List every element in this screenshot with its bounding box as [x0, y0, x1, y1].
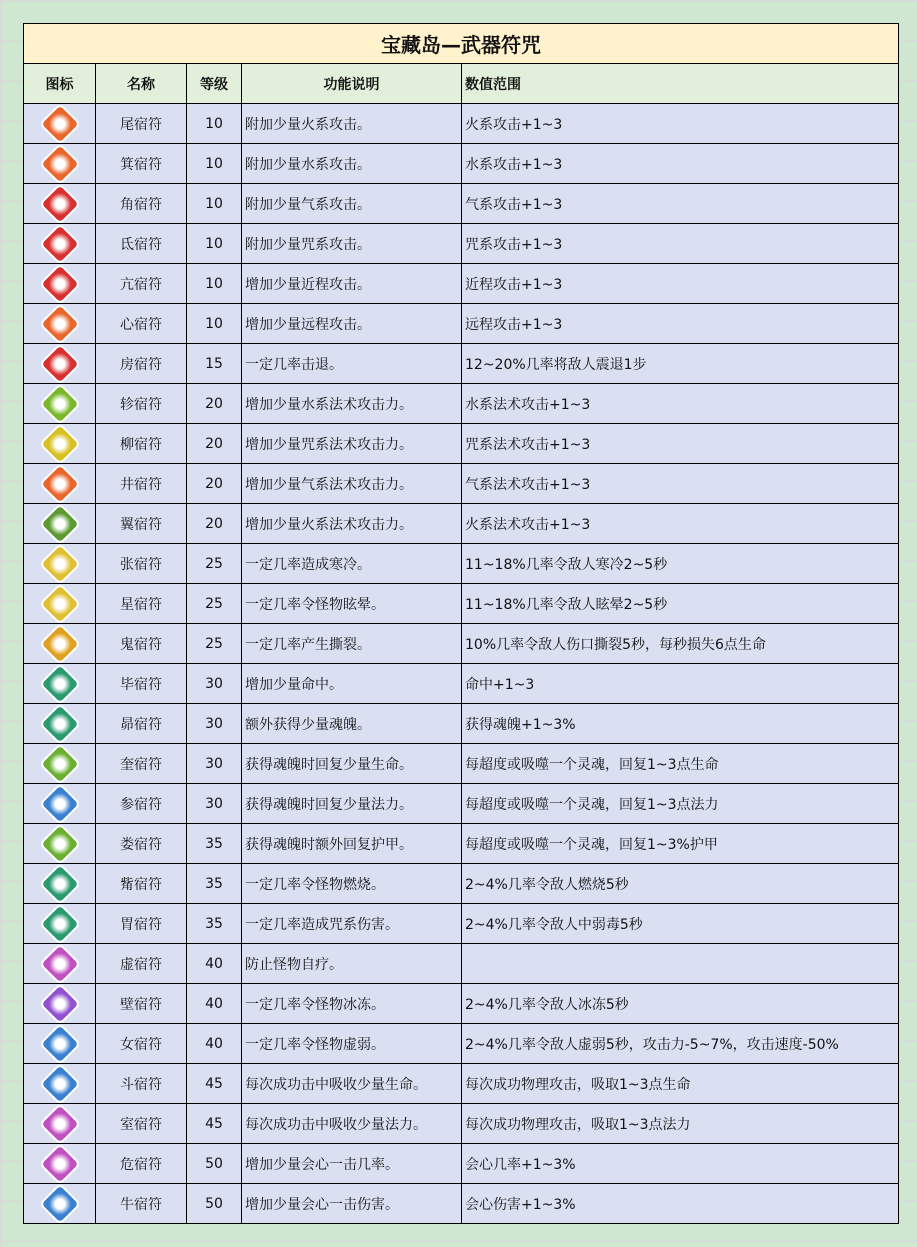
charm-value-range: 命中+1~3 [462, 664, 899, 704]
icon-cell [24, 104, 96, 144]
charm-value-range: 每超度或吸噬一个灵魂，回复1~3%护甲 [462, 824, 899, 864]
charm-icon [41, 985, 78, 1022]
charm-icon [41, 825, 78, 862]
charm-description: 附加少量气系攻击。 [242, 184, 462, 224]
charm-icon [41, 905, 78, 942]
icon-cell [24, 784, 96, 824]
charm-icon [41, 1145, 78, 1182]
icon-cell [24, 1104, 96, 1144]
charm-description: 增加少量会心一击伤害。 [242, 1184, 462, 1224]
charm-name: 危宿符 [96, 1144, 187, 1184]
charm-name: 亢宿符 [96, 264, 187, 304]
charm-icon [41, 585, 78, 622]
charm-value-range: 2~4%几率令敌人中弱毒5秒 [462, 904, 899, 944]
charm-name: 胃宿符 [96, 904, 187, 944]
charm-level: 20 [187, 464, 242, 504]
table-row [24, 784, 899, 824]
charm-name: 娄宿符 [96, 824, 187, 864]
charm-level: 10 [187, 224, 242, 264]
table-title: 宝藏岛—武器符咒 [24, 24, 899, 64]
charm-level: 10 [187, 104, 242, 144]
icon-cell [24, 904, 96, 944]
charm-description: 一定几率令怪物冰冻。 [242, 984, 462, 1024]
charm-icon [41, 145, 78, 182]
table-row [24, 104, 899, 144]
charm-description: 附加少量水系攻击。 [242, 144, 462, 184]
table-row [24, 944, 899, 984]
charm-description: 增加少量水系法术攻击力。 [242, 384, 462, 424]
table-row [24, 1064, 899, 1104]
charm-icon [41, 1185, 78, 1222]
charm-description: 每次成功击中吸收少量生命。 [242, 1064, 462, 1104]
charm-name: 井宿符 [96, 464, 187, 504]
charm-level: 20 [187, 384, 242, 424]
charm-level: 30 [187, 704, 242, 744]
icon-cell [24, 1024, 96, 1064]
charm-description: 一定几率令怪物虚弱。 [242, 1024, 462, 1064]
table-row [24, 624, 899, 664]
charm-value-range: 12~20%几率将敌人震退1步 [462, 344, 899, 384]
charm-name: 毕宿符 [96, 664, 187, 704]
charm-value-range: 会心几率+1~3% [462, 1144, 899, 1184]
charm-icon [41, 705, 78, 742]
charm-level: 40 [187, 984, 242, 1024]
icon-cell [24, 584, 96, 624]
charm-icon [41, 425, 78, 462]
charm-value-range: 气系法术攻击+1~3 [462, 464, 899, 504]
table-row [24, 664, 899, 704]
charm-name: 奎宿符 [96, 744, 187, 784]
icon-cell [24, 1144, 96, 1184]
charm-level: 25 [187, 544, 242, 584]
charm-name: 虚宿符 [96, 944, 187, 984]
table-row [24, 464, 899, 504]
charm-description: 一定几率产生撕裂。 [242, 624, 462, 664]
charm-name: 张宿符 [96, 544, 187, 584]
charm-value-range: 2~4%几率令敌人冰冻5秒 [462, 984, 899, 1024]
charm-level: 40 [187, 944, 242, 984]
charm-icon [41, 225, 78, 262]
charm-description: 增加少量近程攻击。 [242, 264, 462, 304]
charm-level: 35 [187, 824, 242, 864]
icon-cell [24, 544, 96, 584]
charm-value-range: 气系攻击+1~3 [462, 184, 899, 224]
charm-name: 壁宿符 [96, 984, 187, 1024]
table-row [24, 184, 899, 224]
charm-icon [41, 505, 78, 542]
charm-name: 角宿符 [96, 184, 187, 224]
charm-value-range: 每超度或吸噬一个灵魂，回复1~3点生命 [462, 744, 899, 784]
charm-icon [41, 345, 78, 382]
table-row [24, 704, 899, 744]
charm-name: 心宿符 [96, 304, 187, 344]
table-row [24, 584, 899, 624]
icon-cell [24, 144, 96, 184]
charm-description: 获得魂魄时回复少量法力。 [242, 784, 462, 824]
charm-icon [41, 945, 78, 982]
charm-icon [41, 745, 78, 782]
charm-description: 附加少量火系攻击。 [242, 104, 462, 144]
charm-description: 一定几率击退。 [242, 344, 462, 384]
charm-level: 25 [187, 584, 242, 624]
icon-cell [24, 704, 96, 744]
icon-cell [24, 1064, 96, 1104]
table-row [24, 344, 899, 384]
charm-level: 30 [187, 784, 242, 824]
charm-description: 每次成功击中吸收少量法力。 [242, 1104, 462, 1144]
header-range: 数值范围 [462, 64, 899, 104]
header-icon: 图标 [24, 64, 96, 104]
charm-value-range: 每次成功物理攻击，吸取1~3点生命 [462, 1064, 899, 1104]
charm-description: 一定几率令怪物眩晕。 [242, 584, 462, 624]
charm-value-range: 11~18%几率令敌人眩晕2~5秒 [462, 584, 899, 624]
charm-level: 35 [187, 864, 242, 904]
charm-icon [41, 1065, 78, 1102]
icon-cell [24, 384, 96, 424]
charm-icon [41, 185, 78, 222]
charm-name: 昴宿符 [96, 704, 187, 744]
charm-value-range: 火系法术攻击+1~3 [462, 504, 899, 544]
charm-level: 45 [187, 1104, 242, 1144]
charm-name: 鬼宿符 [96, 624, 187, 664]
charm-value-range: 会心伤害+1~3% [462, 1184, 899, 1224]
charm-level: 35 [187, 904, 242, 944]
charm-value-range: 2~4%几率令敌人燃烧5秒 [462, 864, 899, 904]
charm-description: 获得魂魄时额外回复护甲。 [242, 824, 462, 864]
icon-cell [24, 504, 96, 544]
charm-name: 室宿符 [96, 1104, 187, 1144]
charm-level: 50 [187, 1184, 242, 1224]
charm-name: 参宿符 [96, 784, 187, 824]
icon-cell [24, 624, 96, 664]
icon-cell [24, 864, 96, 904]
charm-description: 防止怪物自疗。 [242, 944, 462, 984]
charm-name: 轸宿符 [96, 384, 187, 424]
charm-icon [41, 665, 78, 702]
charm-name: 房宿符 [96, 344, 187, 384]
table-row [24, 424, 899, 464]
charm-value-range: 咒系攻击+1~3 [462, 224, 899, 264]
icon-cell [24, 424, 96, 464]
charm-value-range: 获得魂魄+1~3% [462, 704, 899, 744]
icon-cell [24, 224, 96, 264]
charm-name: 女宿符 [96, 1024, 187, 1064]
charm-value-range: 水系法术攻击+1~3 [462, 384, 899, 424]
weapon-charm-table [23, 23, 899, 1224]
charm-value-range: 11~18%几率令敌人寒冷2~5秒 [462, 544, 899, 584]
charm-icon [41, 265, 78, 302]
charm-description: 增加少量咒系法术攻击力。 [242, 424, 462, 464]
charm-name: 牛宿符 [96, 1184, 187, 1224]
charm-description: 增加少量命中。 [242, 664, 462, 704]
charm-level: 25 [187, 624, 242, 664]
table-row [24, 984, 899, 1024]
charm-value-range: 水系攻击+1~3 [462, 144, 899, 184]
charm-icon [41, 1025, 78, 1062]
charm-description: 一定几率造成咒系伤害。 [242, 904, 462, 944]
table-row [24, 1144, 899, 1184]
charm-name: 觜宿符 [96, 864, 187, 904]
charm-level: 30 [187, 664, 242, 704]
charm-description: 获得魂魄时回复少量生命。 [242, 744, 462, 784]
charm-level: 10 [187, 184, 242, 224]
charm-value-range: 2~4%几率令敌人虚弱5秒，攻击力-5~7%，攻击速度-50% [462, 1024, 899, 1064]
header-name: 名称 [96, 64, 187, 104]
table-row [24, 304, 899, 344]
charm-description: 一定几率造成寒冷。 [242, 544, 462, 584]
icon-cell [24, 184, 96, 224]
table-row [24, 904, 899, 944]
charm-value-range: 火系攻击+1~3 [462, 104, 899, 144]
charm-level: 15 [187, 344, 242, 384]
icon-cell [24, 664, 96, 704]
icon-cell [24, 264, 96, 304]
icon-cell [24, 464, 96, 504]
charm-name: 箕宿符 [96, 144, 187, 184]
header-level: 等级 [187, 64, 242, 104]
charm-value-range: 咒系法术攻击+1~3 [462, 424, 899, 464]
charm-value-range: 每超度或吸噬一个灵魂，回复1~3点法力 [462, 784, 899, 824]
icon-cell [24, 1184, 96, 1224]
charm-value-range: 10%几率令敌人伤口撕裂5秒，每秒损失6点生命 [462, 624, 899, 664]
charm-description: 附加少量咒系攻击。 [242, 224, 462, 264]
charm-icon [41, 865, 78, 902]
charm-description: 增加少量火系法术攻击力。 [242, 504, 462, 544]
icon-cell [24, 304, 96, 344]
charm-level: 20 [187, 424, 242, 464]
charm-icon [41, 305, 78, 342]
charm-description: 增加少量气系法术攻击力。 [242, 464, 462, 504]
table-row [24, 744, 899, 784]
charm-name: 柳宿符 [96, 424, 187, 464]
charm-level: 50 [187, 1144, 242, 1184]
table-row [24, 224, 899, 264]
icon-cell [24, 744, 96, 784]
charm-value-range [462, 944, 899, 984]
charm-icon [41, 785, 78, 822]
table-row [24, 384, 899, 424]
table-row [24, 1024, 899, 1064]
charm-name: 斗宿符 [96, 1064, 187, 1104]
charm-description: 增加少量会心一击几率。 [242, 1144, 462, 1184]
charm-icon [41, 465, 78, 502]
charm-description: 增加少量远程攻击。 [242, 304, 462, 344]
table-row [24, 1184, 899, 1224]
charm-level: 10 [187, 144, 242, 184]
icon-cell [24, 944, 96, 984]
charm-name: 尾宿符 [96, 104, 187, 144]
charm-name: 星宿符 [96, 584, 187, 624]
charm-level: 45 [187, 1064, 242, 1104]
charm-level: 10 [187, 304, 242, 344]
icon-cell [24, 984, 96, 1024]
table-row [24, 544, 899, 584]
table-row [24, 144, 899, 184]
charm-value-range: 近程攻击+1~3 [462, 264, 899, 304]
charm-level: 40 [187, 1024, 242, 1064]
table-row [24, 824, 899, 864]
charm-value-range: 远程攻击+1~3 [462, 304, 899, 344]
charm-icon [41, 625, 78, 662]
charm-level: 30 [187, 744, 242, 784]
charm-description: 额外获得少量魂魄。 [242, 704, 462, 744]
icon-cell [24, 824, 96, 864]
icon-cell [24, 344, 96, 384]
table-row [24, 504, 899, 544]
charm-name: 翼宿符 [96, 504, 187, 544]
charm-level: 10 [187, 264, 242, 304]
charm-icon [41, 545, 78, 582]
charm-description: 一定几率令怪物燃烧。 [242, 864, 462, 904]
charm-level: 20 [187, 504, 242, 544]
charm-value-range: 每次成功物理攻击，吸取1~3点法力 [462, 1104, 899, 1144]
charm-name: 氐宿符 [96, 224, 187, 264]
charm-icon [41, 105, 78, 142]
table-row [24, 264, 899, 304]
table-row [24, 1104, 899, 1144]
charm-icon [41, 1105, 78, 1142]
table-row [24, 864, 899, 904]
charm-icon [41, 385, 78, 422]
header-desc: 功能说明 [242, 64, 462, 104]
